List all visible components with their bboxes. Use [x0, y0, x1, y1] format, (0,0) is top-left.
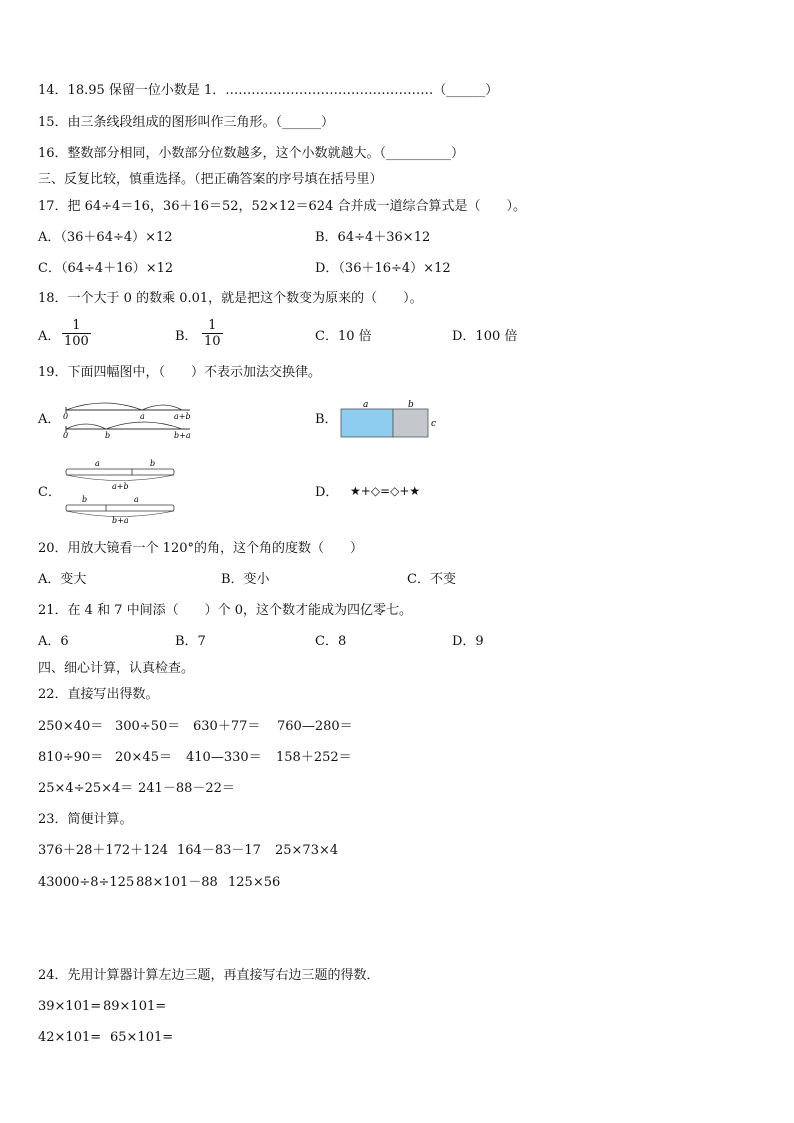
q22-r1-item2: 300÷50＝ [115, 719, 181, 734]
label-a: a [140, 412, 145, 421]
question-24-stem: 24．先用计算器计算左边三题，再直接写右边三题的得数． [38, 968, 380, 983]
q22-r2-item2: 20×45＝ [115, 750, 172, 765]
q23-r2-item1: 43000÷8÷125 [38, 875, 135, 890]
question-18-stem: 18．一个大于 0 的数乘 0.01，就是把这个数变为原来的（ ）。 [38, 291, 423, 306]
question-14: 14．18.95 保留一位小数是 1．…………………………………………（______） [38, 83, 499, 98]
question-22-stem: 22．直接写出得数。 [38, 687, 159, 702]
q18-option-b-fraction [202, 318, 223, 349]
q18-option-a-label: A． [38, 329, 61, 344]
q19-option-d-label: D． [315, 485, 339, 500]
q22-r2-item1: 810÷90＝ [38, 750, 104, 765]
label-zero: 0 [63, 412, 69, 421]
q19-option-b-label: B． [315, 412, 338, 427]
q17-option-d: D．（36＋16÷4）×12 [315, 261, 451, 276]
label-b-plus-a: b+a [112, 516, 129, 525]
q21-option-c: C．8 [315, 634, 347, 649]
label-a-2: a [134, 495, 139, 504]
label-b: b [105, 431, 111, 440]
fraction-numerator: 1 [72, 318, 81, 333]
q22-r2-item3: 410—330＝ [186, 750, 262, 765]
q21-option-d: D．9 [452, 634, 484, 649]
label-a: a [363, 400, 369, 410]
q19-figure-c-bars [62, 456, 182, 526]
question-15: 15．由三条线段组成的图形叫作三角形。（______） [38, 115, 335, 130]
label-a: a [95, 459, 100, 468]
label-b: b [150, 459, 156, 468]
q18-option-a-fraction [62, 318, 91, 349]
q22-r2-item4: 158＋252＝ [276, 750, 352, 765]
q19-option-c-label: C． [38, 485, 61, 500]
label-b: b [408, 400, 414, 410]
q19-option-a-label: A． [38, 412, 61, 427]
q17-option-c: C．（64÷4＋16）×12 [38, 261, 174, 276]
q18-option-b-label: B． [175, 329, 198, 344]
question-19-stem: 19．下面四幅图中，（ ）不表示加法交换律。 [38, 365, 322, 380]
q22-r1-item4: 760—280＝ [277, 719, 353, 734]
q22-r3-item2: 241－88－22＝ [138, 781, 235, 796]
q23-r2-item2: 88×101－88 [136, 875, 218, 890]
q20-option-b: B．变小 [221, 572, 270, 587]
fraction-numerator: 1 [208, 318, 217, 333]
q18-option-c: C．10 倍 [315, 329, 372, 344]
q24-r2-item2: 65×101= [110, 1030, 174, 1045]
q17-option-b: B．64÷4＋36×12 [315, 230, 431, 245]
q23-r1-item2: 164－83－17 [177, 843, 261, 858]
q20-option-a: A．变大 [38, 572, 87, 587]
label-b-plus-a: b+a [174, 431, 191, 440]
rect-part-b [393, 409, 428, 437]
q19-figure-a-number-line [60, 398, 200, 444]
q21-option-a: A．6 [38, 634, 69, 649]
q23-r1-item1: 376＋28＋172＋124 [38, 843, 168, 858]
question-16: 16．整数部分相同，小数部分位数越多，这个小数就越大。（__________） [38, 146, 465, 161]
q23-r1-item3: 25×73×4 [275, 843, 339, 858]
q23-r2-item3: 125×56 [228, 875, 281, 890]
q20-option-c: C．不变 [407, 572, 456, 587]
q22-r1-item3: 630＋77＝ [193, 719, 261, 734]
label-zero-2: 0 [63, 431, 69, 440]
q24-r2-item1: 42×101= [38, 1030, 102, 1045]
q19-figure-d-symbols: ★+◇=◇+★ [350, 484, 421, 498]
question-21-stem: 21．在 4 和 7 中间添（ ）个 0，这个数才能成为四亿零七。 [38, 603, 413, 618]
rect-part-a [341, 409, 393, 437]
label-b-2: b [82, 495, 88, 504]
question-17-stem: 17．把 64÷4＝16，36＋16＝52，52×12＝624 合并成一道综合算式是（ ）。 [38, 199, 526, 214]
q17-option-a: A．（36＋64÷4）×12 [38, 230, 173, 245]
fraction-denominator: 10 [204, 334, 221, 349]
section-4-heading: 四、细心计算，认真检查。 [38, 661, 195, 676]
q22-r1-item1: 250×40＝ [38, 719, 104, 734]
q21-option-b: B．7 [175, 634, 206, 649]
q18-option-d: D．100 倍 [452, 329, 518, 344]
label-a-plus-b: a+b [174, 412, 191, 421]
section-3-heading: 三、反复比较，慎重选择。（把正确答案的序号填在括号里） [38, 172, 383, 187]
label-c: c [431, 419, 437, 429]
question-23-stem: 23．简便计算。 [38, 812, 133, 827]
q19-figure-b-rectangle [336, 396, 446, 440]
q24-r1-item1: 39×101= [38, 999, 102, 1014]
q22-r3-item1: 25×4÷25×4＝ [38, 781, 134, 796]
q24-r1-item2: 89×101= [103, 999, 167, 1014]
question-20-stem: 20．用放大镜看一个 120°的角，这个角的度数（ ） [38, 541, 363, 556]
fraction-denominator: 100 [64, 334, 89, 349]
label-a-plus-b: a+b [112, 482, 129, 491]
